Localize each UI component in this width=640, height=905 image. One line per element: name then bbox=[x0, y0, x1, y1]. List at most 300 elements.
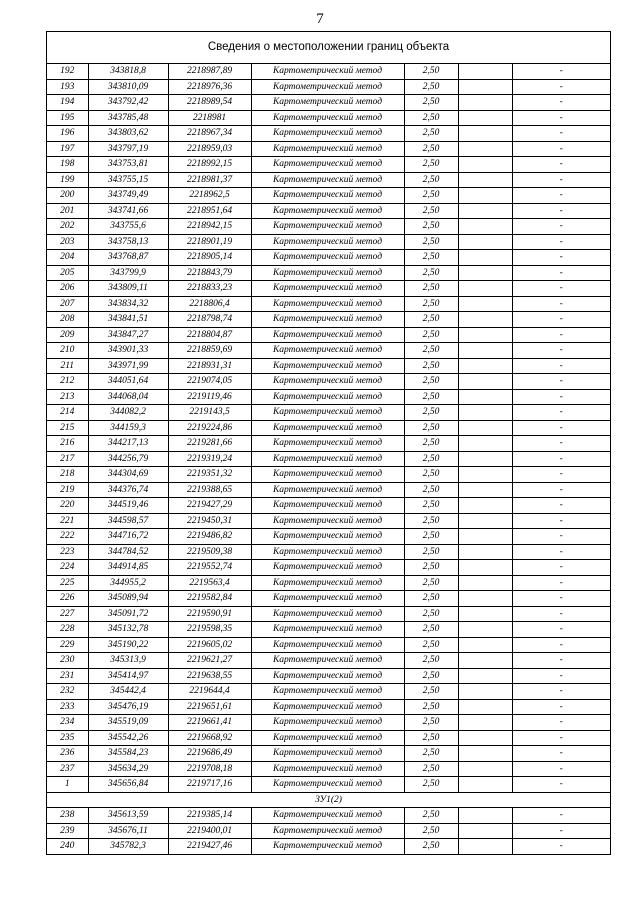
description-cell: - bbox=[512, 761, 610, 777]
point-number-cell: 238 bbox=[47, 808, 88, 824]
method-cell: Картометрический метод bbox=[251, 839, 404, 855]
x-coordinate-cell: 344217,13 bbox=[88, 436, 168, 452]
method-cell: Картометрический метод bbox=[251, 172, 404, 188]
table-row bbox=[47, 699, 610, 715]
method-cell: Картометрический метод bbox=[251, 281, 404, 297]
description-cell: - bbox=[512, 823, 610, 839]
description-cell: - bbox=[512, 684, 610, 700]
y-coordinate-cell: 2218843,79 bbox=[168, 265, 251, 281]
table-row bbox=[47, 808, 610, 824]
precision-cell: 2,50 bbox=[404, 126, 458, 142]
table-row bbox=[47, 327, 610, 343]
empty-cell bbox=[458, 560, 512, 576]
x-coordinate-cell: 345414,97 bbox=[88, 668, 168, 684]
point-number-cell: 1 bbox=[47, 777, 88, 793]
precision-cell: 2,50 bbox=[404, 839, 458, 855]
description-cell: - bbox=[512, 529, 610, 545]
x-coordinate-cell: 343810,09 bbox=[88, 79, 168, 95]
empty-cell bbox=[458, 653, 512, 669]
method-cell: Картометрический метод bbox=[251, 637, 404, 653]
description-cell: - bbox=[512, 203, 610, 219]
x-coordinate-cell: 345613,59 bbox=[88, 808, 168, 824]
empty-cell bbox=[458, 529, 512, 545]
x-coordinate-cell: 343834,32 bbox=[88, 296, 168, 312]
y-coordinate-cell: 2218901,19 bbox=[168, 234, 251, 250]
point-number-cell: 226 bbox=[47, 591, 88, 607]
precision-cell: 2,50 bbox=[404, 684, 458, 700]
y-coordinate-cell: 2219319,24 bbox=[168, 451, 251, 467]
point-number-cell: 210 bbox=[47, 343, 88, 359]
precision-cell: 2,50 bbox=[404, 234, 458, 250]
empty-cell bbox=[458, 157, 512, 173]
point-number-cell: 218 bbox=[47, 467, 88, 483]
point-number-cell: 197 bbox=[47, 141, 88, 157]
precision-cell: 2,50 bbox=[404, 591, 458, 607]
empty-cell bbox=[458, 808, 512, 824]
precision-cell: 2,50 bbox=[404, 296, 458, 312]
table-row bbox=[47, 653, 610, 669]
description-cell: - bbox=[512, 157, 610, 173]
description-cell: - bbox=[512, 451, 610, 467]
point-number-cell: 207 bbox=[47, 296, 88, 312]
empty-cell bbox=[458, 203, 512, 219]
empty-cell bbox=[458, 79, 512, 95]
x-coordinate-cell: 344914,85 bbox=[88, 560, 168, 576]
description-cell: - bbox=[512, 389, 610, 405]
table-row bbox=[47, 606, 610, 622]
section-block bbox=[47, 792, 610, 808]
x-coordinate-cell: 345519,09 bbox=[88, 715, 168, 731]
description-cell: - bbox=[512, 575, 610, 591]
method-cell: Картометрический метод bbox=[251, 684, 404, 700]
x-coordinate-cell: 343799,9 bbox=[88, 265, 168, 281]
y-coordinate-cell: 2218859,69 bbox=[168, 343, 251, 359]
table-row bbox=[47, 560, 610, 576]
precision-cell: 2,50 bbox=[404, 761, 458, 777]
table-row bbox=[47, 405, 610, 421]
precision-cell: 2,50 bbox=[404, 172, 458, 188]
method-cell: Картометрический метод bbox=[251, 653, 404, 669]
x-coordinate-cell: 345313,9 bbox=[88, 653, 168, 669]
y-coordinate-cell: 2219552,74 bbox=[168, 560, 251, 576]
table-row bbox=[47, 389, 610, 405]
description-cell: - bbox=[512, 126, 610, 142]
table-row bbox=[47, 343, 610, 359]
y-coordinate-cell: 2219708,18 bbox=[168, 761, 251, 777]
x-coordinate-cell: 343901,33 bbox=[88, 343, 168, 359]
table-row bbox=[47, 203, 610, 219]
precision-cell: 2,50 bbox=[404, 64, 458, 79]
table-row bbox=[47, 188, 610, 204]
empty-cell bbox=[458, 296, 512, 312]
precision-cell: 2,50 bbox=[404, 327, 458, 343]
table-row bbox=[47, 95, 610, 111]
precision-cell: 2,50 bbox=[404, 203, 458, 219]
point-number-cell: 212 bbox=[47, 374, 88, 390]
x-coordinate-cell: 343818,8 bbox=[88, 64, 168, 79]
precision-cell: 2,50 bbox=[404, 467, 458, 483]
table-row bbox=[47, 668, 610, 684]
method-cell: Картометрический метод bbox=[251, 374, 404, 390]
x-coordinate-cell: 343797,19 bbox=[88, 141, 168, 157]
method-cell: Картометрический метод bbox=[251, 622, 404, 638]
precision-cell: 2,50 bbox=[404, 451, 458, 467]
page-number: 7 bbox=[316, 11, 324, 27]
table-row bbox=[47, 591, 610, 607]
precision-cell: 2,50 bbox=[404, 777, 458, 793]
description-cell: - bbox=[512, 777, 610, 793]
y-coordinate-cell: 2218942,15 bbox=[168, 219, 251, 235]
empty-cell bbox=[458, 64, 512, 79]
table-row bbox=[47, 467, 610, 483]
empty-cell bbox=[458, 591, 512, 607]
empty-cell bbox=[458, 405, 512, 421]
method-cell: Картометрический метод bbox=[251, 110, 404, 126]
x-coordinate-cell: 344376,74 bbox=[88, 482, 168, 498]
coordinates-sheet bbox=[46, 31, 611, 855]
point-number-cell: 209 bbox=[47, 327, 88, 343]
y-coordinate-cell: 2218981 bbox=[168, 110, 251, 126]
y-coordinate-cell: 2219605,02 bbox=[168, 637, 251, 653]
precision-cell: 2,50 bbox=[404, 746, 458, 762]
precision-cell: 2,50 bbox=[404, 436, 458, 452]
x-coordinate-cell: 345442,4 bbox=[88, 684, 168, 700]
precision-cell: 2,50 bbox=[404, 699, 458, 715]
description-cell: - bbox=[512, 188, 610, 204]
method-cell: Картометрический метод bbox=[251, 265, 404, 281]
empty-cell bbox=[458, 684, 512, 700]
empty-cell bbox=[458, 715, 512, 731]
point-number-cell: 205 bbox=[47, 265, 88, 281]
x-coordinate-cell: 345782,3 bbox=[88, 839, 168, 855]
x-coordinate-cell: 345656,84 bbox=[88, 777, 168, 793]
precision-cell: 2,50 bbox=[404, 575, 458, 591]
y-coordinate-cell: 2219590,91 bbox=[168, 606, 251, 622]
method-cell: Картометрический метод bbox=[251, 141, 404, 157]
point-number-cell: 230 bbox=[47, 653, 88, 669]
precision-cell: 2,50 bbox=[404, 715, 458, 731]
x-coordinate-cell: 344159,3 bbox=[88, 420, 168, 436]
empty-cell bbox=[458, 374, 512, 390]
method-cell: Картометрический метод bbox=[251, 699, 404, 715]
precision-cell: 2,50 bbox=[404, 110, 458, 126]
method-cell: Картометрический метод bbox=[251, 451, 404, 467]
precision-cell: 2,50 bbox=[404, 343, 458, 359]
empty-cell bbox=[458, 761, 512, 777]
description-cell: - bbox=[512, 358, 610, 374]
method-cell: Картометрический метод bbox=[251, 234, 404, 250]
point-number-cell: 217 bbox=[47, 451, 88, 467]
x-coordinate-cell: 343755,6 bbox=[88, 219, 168, 235]
x-coordinate-cell: 344784,52 bbox=[88, 544, 168, 560]
method-cell: Картометрический метод bbox=[251, 560, 404, 576]
empty-cell bbox=[458, 265, 512, 281]
method-cell: Картометрический метод bbox=[251, 95, 404, 111]
y-coordinate-cell: 2219486,82 bbox=[168, 529, 251, 545]
description-cell: - bbox=[512, 498, 610, 514]
y-coordinate-cell: 2219717,16 bbox=[168, 777, 251, 793]
point-number-cell: 233 bbox=[47, 699, 88, 715]
point-number-cell: 196 bbox=[47, 126, 88, 142]
precision-cell: 2,50 bbox=[404, 374, 458, 390]
empty-cell bbox=[458, 234, 512, 250]
method-cell: Картометрический метод bbox=[251, 715, 404, 731]
empty-cell bbox=[458, 95, 512, 111]
description-cell: - bbox=[512, 839, 610, 855]
table-row bbox=[47, 777, 610, 793]
empty-cell bbox=[458, 420, 512, 436]
x-coordinate-cell: 345091,72 bbox=[88, 606, 168, 622]
y-coordinate-cell: 2219668,92 bbox=[168, 730, 251, 746]
point-number-cell: 201 bbox=[47, 203, 88, 219]
y-coordinate-cell: 2219351,32 bbox=[168, 467, 251, 483]
description-cell: - bbox=[512, 312, 610, 328]
precision-cell: 2,50 bbox=[404, 513, 458, 529]
method-cell: Картометрический метод bbox=[251, 544, 404, 560]
precision-cell: 2,50 bbox=[404, 157, 458, 173]
empty-cell bbox=[458, 312, 512, 328]
method-cell: Картометрический метод bbox=[251, 591, 404, 607]
description-cell: - bbox=[512, 374, 610, 390]
y-coordinate-cell: 2219686,49 bbox=[168, 746, 251, 762]
method-cell: Картометрический метод bbox=[251, 420, 404, 436]
empty-cell bbox=[458, 699, 512, 715]
empty-cell bbox=[458, 839, 512, 855]
point-number-cell: 214 bbox=[47, 405, 88, 421]
empty-cell bbox=[458, 730, 512, 746]
table-row bbox=[47, 730, 610, 746]
table-row bbox=[47, 358, 610, 374]
table-row bbox=[47, 281, 610, 297]
description-cell: - bbox=[512, 715, 610, 731]
description-cell: - bbox=[512, 653, 610, 669]
table-row bbox=[47, 219, 610, 235]
description-cell: - bbox=[512, 64, 610, 79]
x-coordinate-cell: 345634,29 bbox=[88, 761, 168, 777]
x-coordinate-cell: 345190,22 bbox=[88, 637, 168, 653]
table-row bbox=[47, 498, 610, 514]
x-coordinate-cell: 344955,2 bbox=[88, 575, 168, 591]
description-cell: - bbox=[512, 420, 610, 436]
y-coordinate-cell: 2219509,38 bbox=[168, 544, 251, 560]
empty-cell bbox=[458, 436, 512, 452]
y-coordinate-cell: 2218976,36 bbox=[168, 79, 251, 95]
precision-cell: 2,50 bbox=[404, 79, 458, 95]
table-row bbox=[47, 823, 610, 839]
point-number-cell: 206 bbox=[47, 281, 88, 297]
point-number-cell: 202 bbox=[47, 219, 88, 235]
empty-cell bbox=[458, 544, 512, 560]
x-coordinate-cell: 345584,23 bbox=[88, 746, 168, 762]
description-cell: - bbox=[512, 606, 610, 622]
description-cell: - bbox=[512, 234, 610, 250]
empty-cell bbox=[458, 451, 512, 467]
empty-cell bbox=[458, 637, 512, 653]
precision-cell: 2,50 bbox=[404, 405, 458, 421]
table-row bbox=[47, 839, 610, 855]
empty-cell bbox=[458, 358, 512, 374]
empty-cell bbox=[458, 188, 512, 204]
point-number-cell: 223 bbox=[47, 544, 88, 560]
empty-cell bbox=[458, 343, 512, 359]
description-cell: - bbox=[512, 591, 610, 607]
y-coordinate-cell: 2218987,89 bbox=[168, 64, 251, 79]
sheet-title: Сведения о местоположении границ объекта bbox=[47, 32, 610, 64]
precision-cell: 2,50 bbox=[404, 730, 458, 746]
empty-cell bbox=[458, 668, 512, 684]
precision-cell: 2,50 bbox=[404, 482, 458, 498]
table-row bbox=[47, 265, 610, 281]
description-cell: - bbox=[512, 296, 610, 312]
point-number-cell: 228 bbox=[47, 622, 88, 638]
x-coordinate-cell: 343809,11 bbox=[88, 281, 168, 297]
description-cell: - bbox=[512, 730, 610, 746]
table-row bbox=[47, 110, 610, 126]
x-coordinate-cell: 343753,81 bbox=[88, 157, 168, 173]
y-coordinate-cell: 2219582,84 bbox=[168, 591, 251, 607]
y-coordinate-cell: 2218992,15 bbox=[168, 157, 251, 173]
point-number-cell: 200 bbox=[47, 188, 88, 204]
method-cell: Картометрический метод bbox=[251, 219, 404, 235]
x-coordinate-cell: 344256,79 bbox=[88, 451, 168, 467]
x-coordinate-cell: 343792,42 bbox=[88, 95, 168, 111]
method-cell: Картометрический метод bbox=[251, 188, 404, 204]
y-coordinate-cell: 2219644,4 bbox=[168, 684, 251, 700]
y-coordinate-cell: 2218806,4 bbox=[168, 296, 251, 312]
x-coordinate-cell: 343758,13 bbox=[88, 234, 168, 250]
y-coordinate-cell: 2219427,46 bbox=[168, 839, 251, 855]
precision-cell: 2,50 bbox=[404, 498, 458, 514]
point-number-cell: 227 bbox=[47, 606, 88, 622]
table-row bbox=[47, 575, 610, 591]
description-cell: - bbox=[512, 622, 610, 638]
table-row bbox=[47, 172, 610, 188]
description-cell: - bbox=[512, 281, 610, 297]
empty-cell bbox=[458, 746, 512, 762]
description-cell: - bbox=[512, 79, 610, 95]
description-cell: - bbox=[512, 668, 610, 684]
precision-cell: 2,50 bbox=[404, 823, 458, 839]
empty-cell bbox=[458, 172, 512, 188]
precision-cell: 2,50 bbox=[404, 808, 458, 824]
point-number-cell: 219 bbox=[47, 482, 88, 498]
table-row bbox=[47, 761, 610, 777]
empty-cell bbox=[458, 513, 512, 529]
description-cell: - bbox=[512, 405, 610, 421]
section-row bbox=[47, 792, 610, 808]
point-number-cell: 229 bbox=[47, 637, 88, 653]
method-cell: Картометрический метод bbox=[251, 777, 404, 793]
y-coordinate-cell: 2219400,01 bbox=[168, 823, 251, 839]
y-coordinate-cell: 2219074,05 bbox=[168, 374, 251, 390]
point-number-cell: 193 bbox=[47, 79, 88, 95]
x-coordinate-cell: 345089,94 bbox=[88, 591, 168, 607]
method-cell: Картометрический метод bbox=[251, 529, 404, 545]
point-number-cell: 236 bbox=[47, 746, 88, 762]
x-coordinate-cell: 344082,2 bbox=[88, 405, 168, 421]
table-row bbox=[47, 513, 610, 529]
method-cell: Картометрический метод bbox=[251, 808, 404, 824]
precision-cell: 2,50 bbox=[404, 653, 458, 669]
method-cell: Картометрический метод bbox=[251, 405, 404, 421]
precision-cell: 2,50 bbox=[404, 668, 458, 684]
precision-cell: 2,50 bbox=[404, 188, 458, 204]
y-coordinate-cell: 2219385,14 bbox=[168, 808, 251, 824]
table-row bbox=[47, 234, 610, 250]
empty-cell bbox=[458, 498, 512, 514]
method-cell: Картометрический метод bbox=[251, 79, 404, 95]
point-number-cell: 220 bbox=[47, 498, 88, 514]
description-cell: - bbox=[512, 172, 610, 188]
precision-cell: 2,50 bbox=[404, 389, 458, 405]
x-coordinate-cell: 344598,57 bbox=[88, 513, 168, 529]
point-number-cell: 204 bbox=[47, 250, 88, 266]
empty-cell bbox=[458, 482, 512, 498]
precision-cell: 2,50 bbox=[404, 265, 458, 281]
point-number-cell: 240 bbox=[47, 839, 88, 855]
point-number-cell: 198 bbox=[47, 157, 88, 173]
y-coordinate-cell: 2219661,41 bbox=[168, 715, 251, 731]
table-row bbox=[47, 374, 610, 390]
table-row bbox=[47, 250, 610, 266]
point-number-cell: 235 bbox=[47, 730, 88, 746]
table-row bbox=[47, 126, 610, 142]
point-number-cell: 195 bbox=[47, 110, 88, 126]
coordinates-table bbox=[47, 64, 610, 855]
x-coordinate-cell: 343755,15 bbox=[88, 172, 168, 188]
table-row bbox=[47, 482, 610, 498]
table-row bbox=[47, 622, 610, 638]
precision-cell: 2,50 bbox=[404, 622, 458, 638]
x-coordinate-cell: 343785,48 bbox=[88, 110, 168, 126]
empty-cell bbox=[458, 606, 512, 622]
method-cell: Картометрический метод bbox=[251, 250, 404, 266]
precision-cell: 2,50 bbox=[404, 250, 458, 266]
table-row bbox=[47, 141, 610, 157]
description-cell: - bbox=[512, 327, 610, 343]
y-coordinate-cell: 2218951,64 bbox=[168, 203, 251, 219]
description-cell: - bbox=[512, 560, 610, 576]
x-coordinate-cell: 343749,49 bbox=[88, 188, 168, 204]
point-number-cell: 211 bbox=[47, 358, 88, 374]
x-coordinate-cell: 343741,66 bbox=[88, 203, 168, 219]
description-cell: - bbox=[512, 95, 610, 111]
x-coordinate-cell: 344068,04 bbox=[88, 389, 168, 405]
description-cell: - bbox=[512, 699, 610, 715]
empty-cell bbox=[458, 622, 512, 638]
precision-cell: 2,50 bbox=[404, 529, 458, 545]
y-coordinate-cell: 2219638,55 bbox=[168, 668, 251, 684]
table-body-after bbox=[47, 808, 610, 855]
point-number-cell: 216 bbox=[47, 436, 88, 452]
method-cell: Картометрический метод bbox=[251, 327, 404, 343]
method-cell: Картометрический метод bbox=[251, 467, 404, 483]
y-coordinate-cell: 2219563,4 bbox=[168, 575, 251, 591]
method-cell: Картометрический метод bbox=[251, 761, 404, 777]
y-coordinate-cell: 2218798,74 bbox=[168, 312, 251, 328]
table-row bbox=[47, 312, 610, 328]
x-coordinate-cell: 344716,72 bbox=[88, 529, 168, 545]
y-coordinate-cell: 2219427,29 bbox=[168, 498, 251, 514]
point-number-cell: 192 bbox=[47, 64, 88, 79]
table-row bbox=[47, 64, 610, 79]
description-cell: - bbox=[512, 265, 610, 281]
section-label: ЗУ1(2) bbox=[47, 792, 610, 808]
x-coordinate-cell: 343803,62 bbox=[88, 126, 168, 142]
point-number-cell: 237 bbox=[47, 761, 88, 777]
empty-cell bbox=[458, 389, 512, 405]
table-row bbox=[47, 436, 610, 452]
